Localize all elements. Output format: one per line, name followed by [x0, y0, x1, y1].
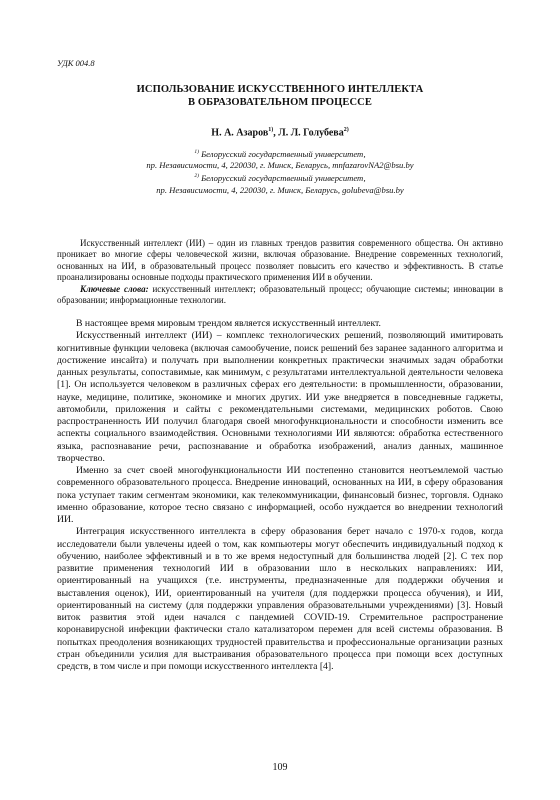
- affiliations: [57, 147, 503, 196]
- udk-code: УДК 004.8: [57, 58, 95, 68]
- keywords-label: Ключевые слова:: [80, 284, 149, 294]
- abstract: Искусственный интеллект (ИИ) – один из главных трендов развития современного общества. Он активно проникает во многие сферы человеческой жизни, включая образование. Внедрение современных технологий, основанных на ИИ, в образовательный процесс позволяет повысить его качество и эффективность. В статье проанализированы основные подходы практического применения ИИ в обучении.: [57, 238, 503, 283]
- affiliation-2-name: Белорусский государственный университет,: [198, 173, 366, 184]
- paper-title: [57, 84, 503, 109]
- body-text: [57, 318, 503, 673]
- page-number: 109: [272, 762, 288, 773]
- paragraph: Искусственный интеллект (ИИ) – комплекс технологических решений, позволяющий имитировать когнитивные функции человека (включая самообучение, поиск решений без заранее заданного алгоритма и достижение инсайта) и получать при выполнении конкретных практически значимых задач обработки данных результаты, сопоставимые, как минимум, с результатами интеллектуальной деятельности человека [1]. Он используется человеком в различных сферах его деятельности: в промышленности, образовании, науке, медицине, политике, экономике и многих других. ИИ уже внедряется в повседневные гаджеты, автомобили, приложения и сайты с рекомендательными системами, медицинских роботов. Свою распространенность ИИ получил благодаря своей многофункциональности и способности изменить все аспекты социального взаимодействия. Основными технологиями ИИ являются: обработка естественного языка, распознавание речи, распознавание и обработка изображений, анализ данных, машинное творчество.: [57, 330, 503, 464]
- paragraph: В настоящее время мировым трендом является искусственный интеллект.: [76, 318, 381, 329]
- paragraph: Именно за счет своей многофункциональности ИИ постепенно становится неотъемлемой частью современного образовательного процесса. Внедрение инноваций, основанных на ИИ, в сферу образования пока уступает таким сегментам экономики, как телекоммуникации, финансовый бизнес, торговля. Однако именно образование, которое тесно связано с информацией, особо нуждается во внедрении технологий ИИ.: [57, 465, 503, 525]
- affiliation-2-line-1: [57, 171, 503, 184]
- title-line-2: В ОБРАЗОВАТЕЛЬНОМ ПРОЦЕССЕ: [188, 96, 372, 108]
- author-1: Н. А. Азаров: [211, 127, 269, 139]
- title-line-1: ИСПОЛЬЗОВАНИЕ ИСКУССТВЕННОГО ИНТЕЛЛЕКТА: [136, 84, 424, 95]
- author-2-affiliation-mark: 2): [343, 127, 349, 133]
- affiliation-1-mark: 1): [194, 149, 199, 155]
- affiliation-1-name: Белорусский государственный университет,: [198, 148, 366, 159]
- keywords-text: искусственный интеллект; образовательный процесс; обучающие системы; инновации в образовании; информационные технологии.: [57, 284, 503, 306]
- affiliation-1-line-1: [57, 147, 503, 160]
- author-1-affiliation-mark: 1): [268, 127, 274, 133]
- author-separator: ,: [273, 127, 279, 139]
- affiliation-1-address: пр. Независимости, 4, 220030, г. Минск, Беларусь, mnfazarovNA2@bsu.by: [146, 160, 414, 171]
- author-list: [57, 127, 503, 138]
- author-2: Л. Л. Голубева: [278, 127, 344, 139]
- affiliation-2-address: пр. Независимости, 4, 220030, г. Минск, Беларусь, golubeva@bsu.by: [156, 184, 404, 195]
- affiliation-2-mark: 2): [194, 173, 199, 180]
- paragraph: Интеграция искусственного интеллекта в сферу образования берет начало с 1970-х годов, когда исследователи были увлечены идеей о том, как компьютеры могут обеспечить индивидуальный подход к обучению, наиболее эффективный и в то же время недоступный для большинства людей [2]. С тех пор развитие применения технологий ИИ в образовании шло в нескольких направлениях: ИИ, ориентированный на учащихся (т.е. инструменты, предназначенные для поддержки обучения и выставления оценок), ИИ, ориентированный на учителя (для поддержки процесса обучения), и ИИ, ориентированный на систему (для поддержки управления образовательными учреждениями) [3]. Новый виток развития этой идеи начался с пандемией COVID-19. Стремительное распространение коронавирусной инфекции фактически стало катализатором перемен для всей системы образования. В попытках преодоления возникающих трудностей правительства и профессиональные организации разных стран объединили усилия для выстраивания образовательного процесса при помощи всех доступных средств, в том числе и при помощи искусственного интеллекта [4].: [57, 526, 503, 672]
- keywords: [57, 284, 503, 307]
